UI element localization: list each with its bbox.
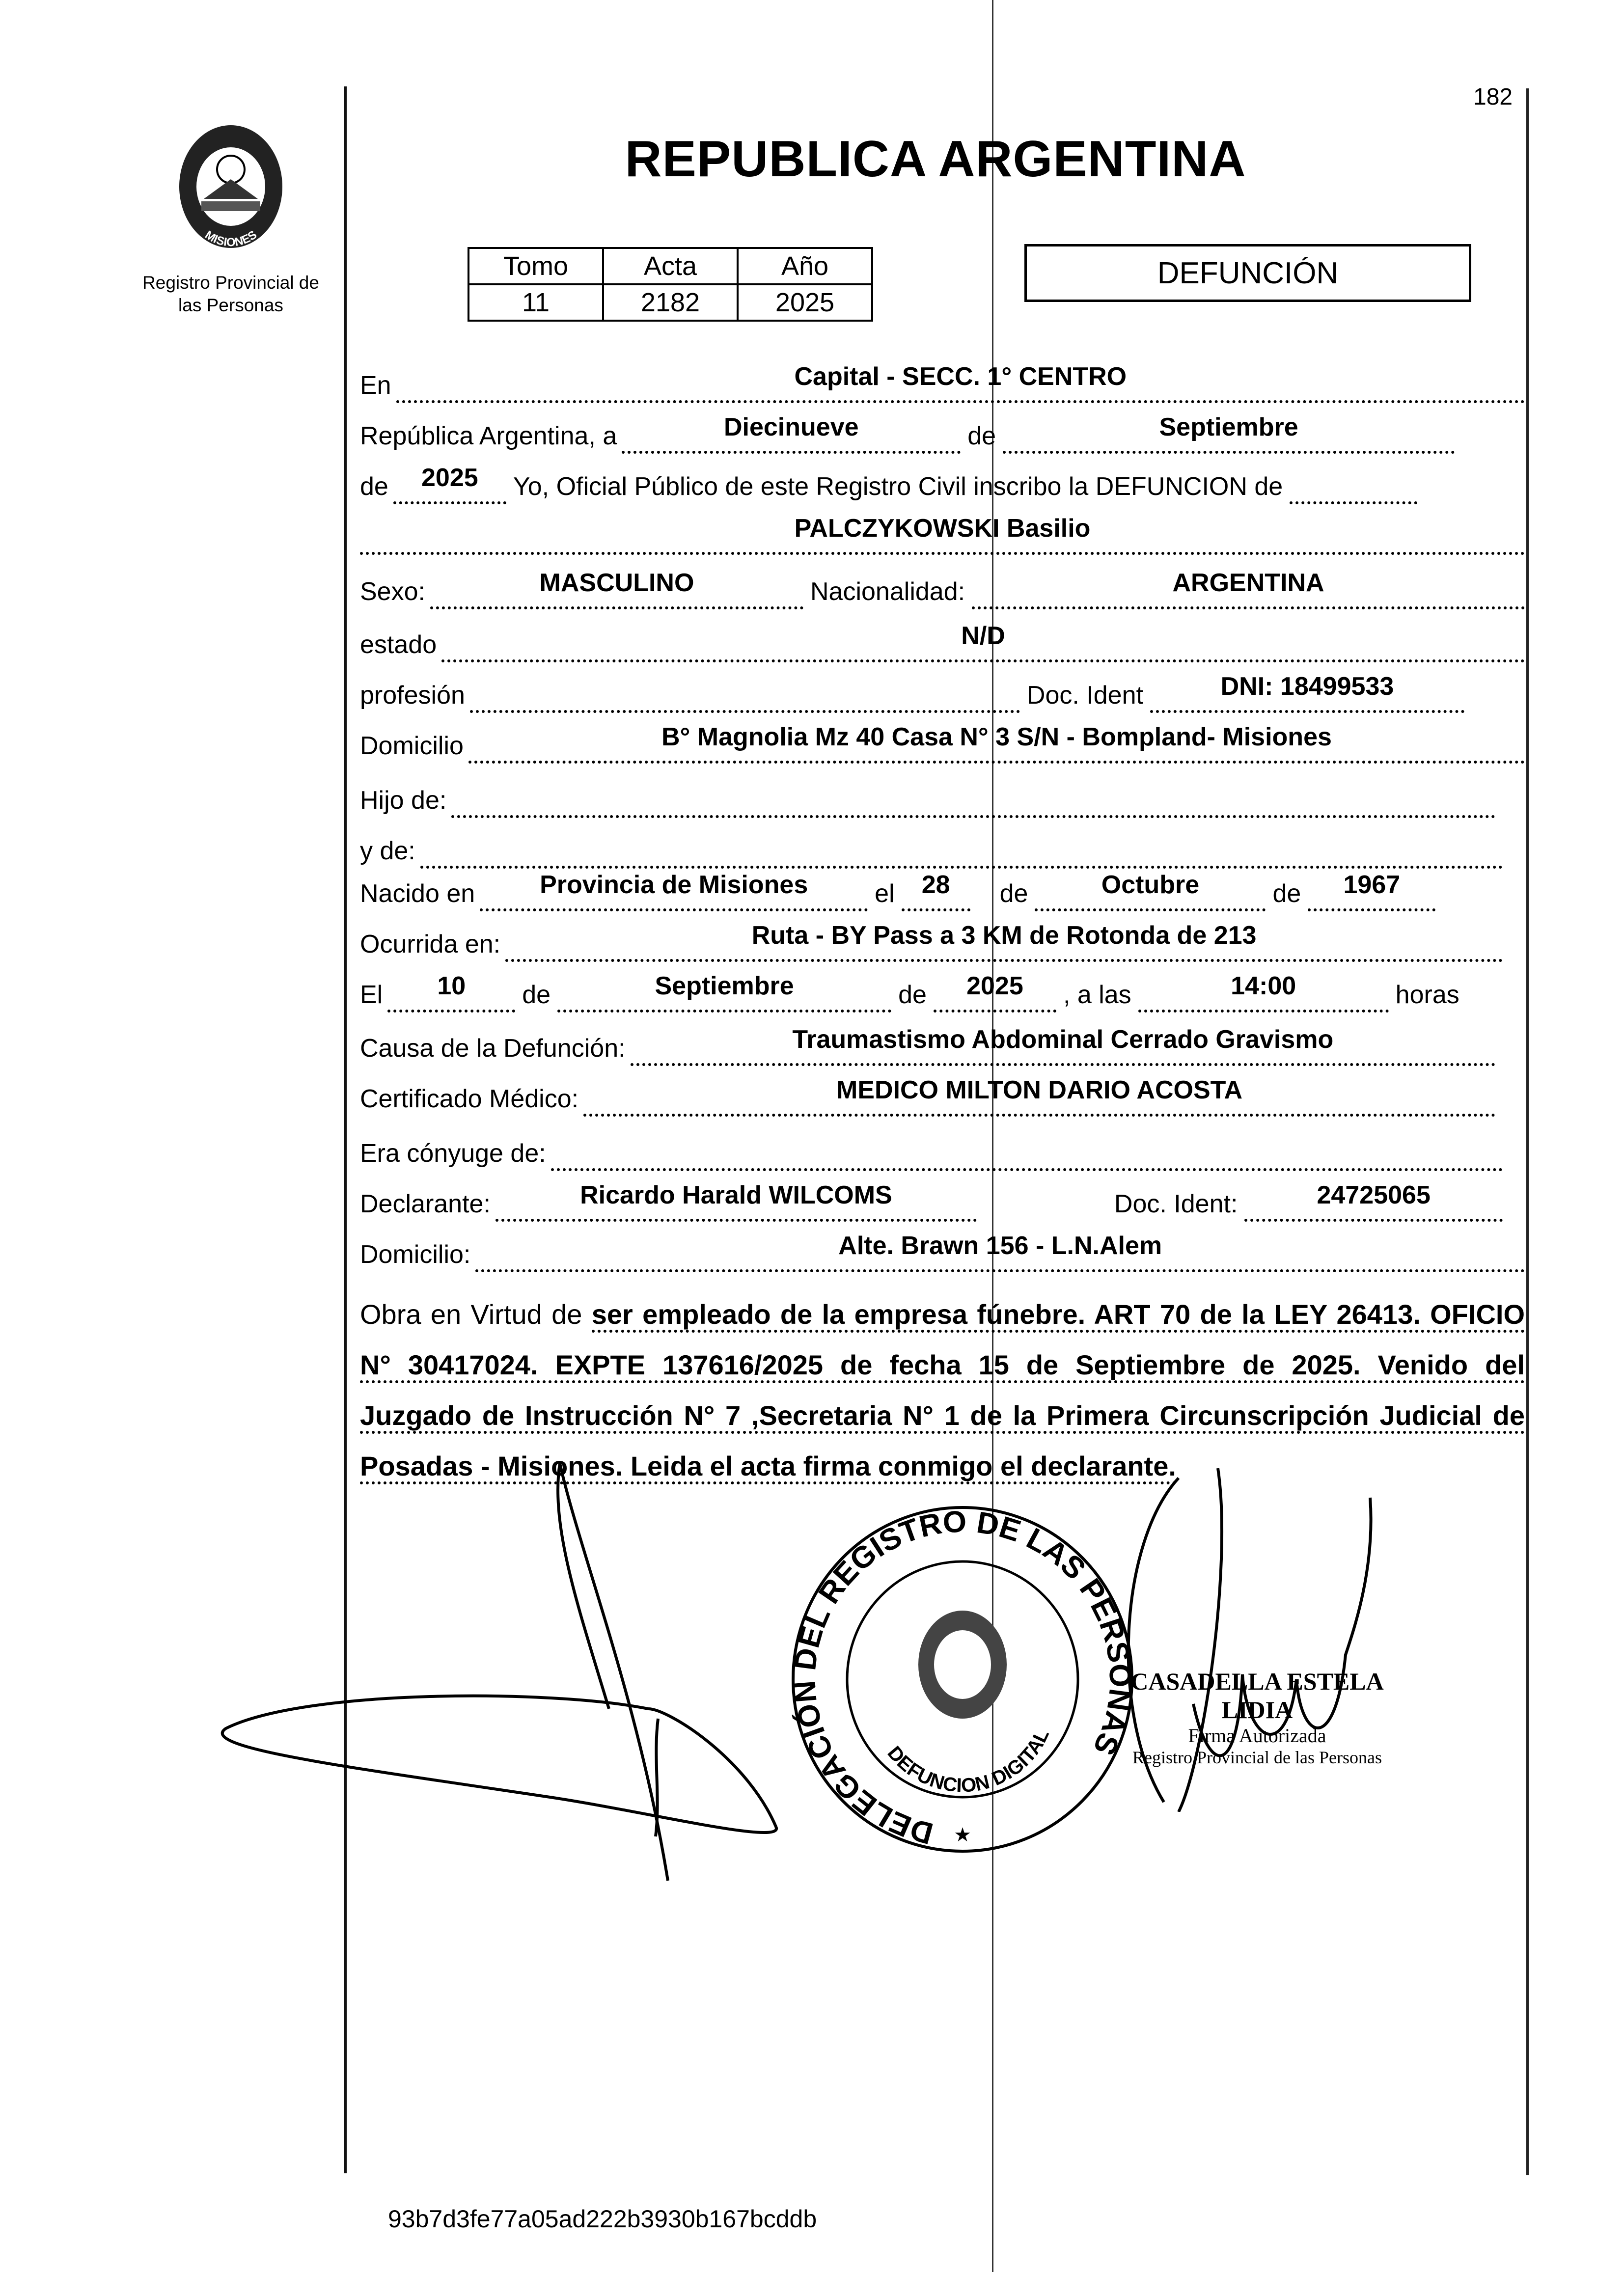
label-nacionalidad: Nacionalidad: xyxy=(810,577,965,606)
label-el: el xyxy=(875,879,895,908)
value-death-day: 10 xyxy=(437,972,466,1000)
field-doc-ident xyxy=(1150,671,1464,713)
provincial-seal-logo xyxy=(157,106,304,263)
row-death-date xyxy=(360,970,1525,1010)
label-certificado: Certificado Médico: xyxy=(360,1085,579,1113)
header-anio: Año xyxy=(738,248,872,284)
field-en xyxy=(396,361,1525,403)
label-y-de: y de: xyxy=(360,837,415,865)
document-hash: 93b7d3fe77a05ad222b3930b167bcddb xyxy=(388,2205,817,2233)
row-estado xyxy=(360,620,1525,659)
official-name: CASADELLA ESTELA LIDIA xyxy=(1130,1668,1384,1724)
field-month xyxy=(1003,411,1455,454)
field-conyuge xyxy=(551,1129,1503,1171)
label-conyuge: Era cónyuge de: xyxy=(360,1139,546,1168)
field-birth-day xyxy=(902,869,970,911)
label-republica: República Argentina, a xyxy=(360,422,617,450)
value-tomo: 11 xyxy=(468,284,603,321)
field-domicilio xyxy=(468,721,1525,764)
row-declarante xyxy=(360,1179,1525,1219)
value-month: Septiembre xyxy=(1159,413,1298,441)
field-domicilio2 xyxy=(475,1230,1525,1272)
value-day: Diecinueve xyxy=(723,413,859,441)
row-sexo xyxy=(360,567,1525,606)
field-birth-month xyxy=(1035,869,1266,911)
obra-prefix: Obra en Virtud de xyxy=(360,1299,582,1330)
value-causa: Traumastismo Abdominal Cerrado Gravismo xyxy=(792,1025,1334,1054)
value-acta: 2182 xyxy=(603,284,738,321)
value-nacionalidad: ARGENTINA xyxy=(1172,569,1324,597)
field-estado xyxy=(441,620,1525,662)
value-death-year: 2025 xyxy=(966,972,1023,1000)
row-domicilio2 xyxy=(360,1230,1525,1269)
svg-text:PROVINCIA DE: PROVINCIA DE xyxy=(179,110,256,152)
field-profesion xyxy=(470,671,1020,713)
label-estado: estado xyxy=(360,630,437,659)
field-death-time xyxy=(1138,970,1389,1013)
label-domicilio2: Domicilio: xyxy=(360,1240,471,1269)
row-domicilio xyxy=(360,721,1525,761)
field-birth-year xyxy=(1308,869,1435,911)
label-de: de xyxy=(967,422,996,450)
label-domicilio: Domicilio xyxy=(360,732,464,760)
value-domicilio: B° Magnolia Mz 40 Casa N° 3 S/N - Bompland- Misiones xyxy=(661,723,1332,751)
row-y-de xyxy=(360,826,1525,866)
field-nacionalidad xyxy=(972,567,1525,609)
field-declarante-doc xyxy=(1244,1179,1503,1222)
value-certificado: MEDICO MILTON DARIO ACOSTA xyxy=(836,1076,1243,1104)
record-table-header xyxy=(468,248,872,284)
label-causa: Causa de la Defunción: xyxy=(360,1034,626,1063)
row-profesion xyxy=(360,671,1525,710)
label-hijo-de: Hijo de: xyxy=(360,786,447,815)
registry-line1: Registro Provincial de xyxy=(142,273,319,293)
official-office: Registro Provincial de las Personas xyxy=(1132,1748,1382,1767)
row-year xyxy=(360,462,1525,501)
svg-text:MISIONES: MISIONES xyxy=(202,228,260,249)
row-nacido xyxy=(360,869,1525,908)
label-sexo: Sexo: xyxy=(360,577,425,606)
value-en: Capital - SECC. 1° CENTRO xyxy=(794,362,1127,391)
field-ocurrida xyxy=(505,920,1503,962)
value-domicilio2: Alte. Brawn 156 - L.N.Alem xyxy=(838,1232,1162,1260)
page-title: REPUBLICA ARGENTINA xyxy=(625,131,1246,188)
label-en: En xyxy=(360,371,391,400)
label-nacido: Nacido en xyxy=(360,879,475,908)
value-declarante: Ricardo Harald WILCOMS xyxy=(580,1181,892,1209)
field-y-de xyxy=(420,826,1503,869)
value-death-month: Septiembre xyxy=(655,972,794,1000)
field-death-day xyxy=(387,970,515,1013)
label-horas: horas xyxy=(1395,981,1459,1009)
field-birthplace xyxy=(480,869,868,911)
field-death-year xyxy=(934,970,1056,1013)
value-death-time: 14:00 xyxy=(1231,972,1296,1000)
header-acta: Acta xyxy=(603,248,738,284)
label-de: de xyxy=(898,981,927,1009)
label-de: de xyxy=(522,981,551,1009)
field-declarante xyxy=(495,1179,977,1222)
record-table-values xyxy=(468,284,872,321)
field-day xyxy=(622,411,961,454)
row-certificado xyxy=(360,1074,1525,1114)
field-sexo xyxy=(430,567,803,609)
label-a-las: , a las xyxy=(1063,981,1131,1009)
row-ocurrida xyxy=(360,920,1525,959)
field-causa xyxy=(631,1024,1495,1066)
row-name xyxy=(360,513,1525,552)
value-year: 2025 xyxy=(421,464,478,492)
registry-line2: las Personas xyxy=(178,295,283,315)
header-tomo: Tomo xyxy=(468,248,603,284)
official-role: Firma Autorizada xyxy=(1188,1725,1326,1747)
label-declarante-doc: Doc. Ident: xyxy=(1114,1190,1238,1218)
page-number: 182 xyxy=(1473,84,1513,110)
field-hijo-de xyxy=(451,776,1495,818)
field-blank xyxy=(1290,462,1417,504)
value-doc-ident: DNI: 18499533 xyxy=(1220,672,1394,701)
label-declarante: Declarante: xyxy=(360,1190,491,1218)
value-birth-month: Octubre xyxy=(1101,871,1200,899)
value-birthplace: Provincia de Misiones xyxy=(540,871,808,899)
right-margin-rule xyxy=(1526,88,1529,2175)
row-causa xyxy=(360,1024,1525,1063)
label-doc-ident: Doc. Ident xyxy=(1026,681,1143,710)
value-anio: 2025 xyxy=(738,284,872,321)
value-birth-day: 28 xyxy=(921,871,950,899)
value-deceased-name: PALCZYKOWSKI Basilio xyxy=(794,514,1091,543)
svg-text:DEFUNCION DIGITAL: DEFUNCION DIGITAL xyxy=(883,1725,1054,1797)
label-de: de xyxy=(1272,879,1301,908)
label-profesion: profesión xyxy=(360,681,465,710)
field-deceased-name xyxy=(360,513,1525,555)
svg-text:★: ★ xyxy=(954,1824,971,1846)
row-hijo-de xyxy=(360,776,1525,815)
row-date xyxy=(360,411,1525,451)
label-el-upper: El xyxy=(360,981,383,1009)
value-declarante-doc: 24725065 xyxy=(1317,1181,1431,1209)
field-death-month xyxy=(557,970,891,1013)
declarant-signature xyxy=(206,1453,845,1886)
value-birth-year: 1967 xyxy=(1343,871,1401,899)
row-conyuge xyxy=(360,1129,1525,1168)
label-de: de xyxy=(360,472,388,501)
value-ocurrida: Ruta - BY Pass a 3 KM de Rotonda de 213 xyxy=(751,921,1257,950)
official-signature-block xyxy=(1110,1667,1404,1768)
field-year xyxy=(393,462,506,504)
record-table xyxy=(468,247,873,322)
row-en xyxy=(360,361,1525,400)
value-sexo: MASCULINO xyxy=(539,569,694,597)
label-de: de xyxy=(999,879,1028,908)
obra-text: ser empleado de la empresa fúnebre. ART 70 de la LEY 26413. OFICIO N° 30417024. EXPTE 137616/2025 de fecha 15 de Septiembre de 2025. Venido del Juzgado de Instrucción N° 7 ,Secretaria N° 1 de la Primera Circunscripción Judicial de Posadas - Misiones. Leida el acta firma conmigo el declarante. xyxy=(360,1299,1525,1484)
record-type-box: DEFUNCIÓN xyxy=(1024,244,1471,302)
label-ocurrida: Ocurrida en: xyxy=(360,930,501,958)
value-estado: N/D xyxy=(961,622,1005,650)
svg-text:DELEGACIÓN DEL REGISTRO DE LAS: DELEGACIÓN DEL REGISTRO DE LAS PERSONAS xyxy=(788,1505,1137,1851)
inscribo-text: Yo, Oficial Público de este Registro Civil inscribo la DEFUNCION de xyxy=(513,472,1283,501)
field-certificado xyxy=(583,1074,1495,1117)
registry-name xyxy=(123,272,339,317)
